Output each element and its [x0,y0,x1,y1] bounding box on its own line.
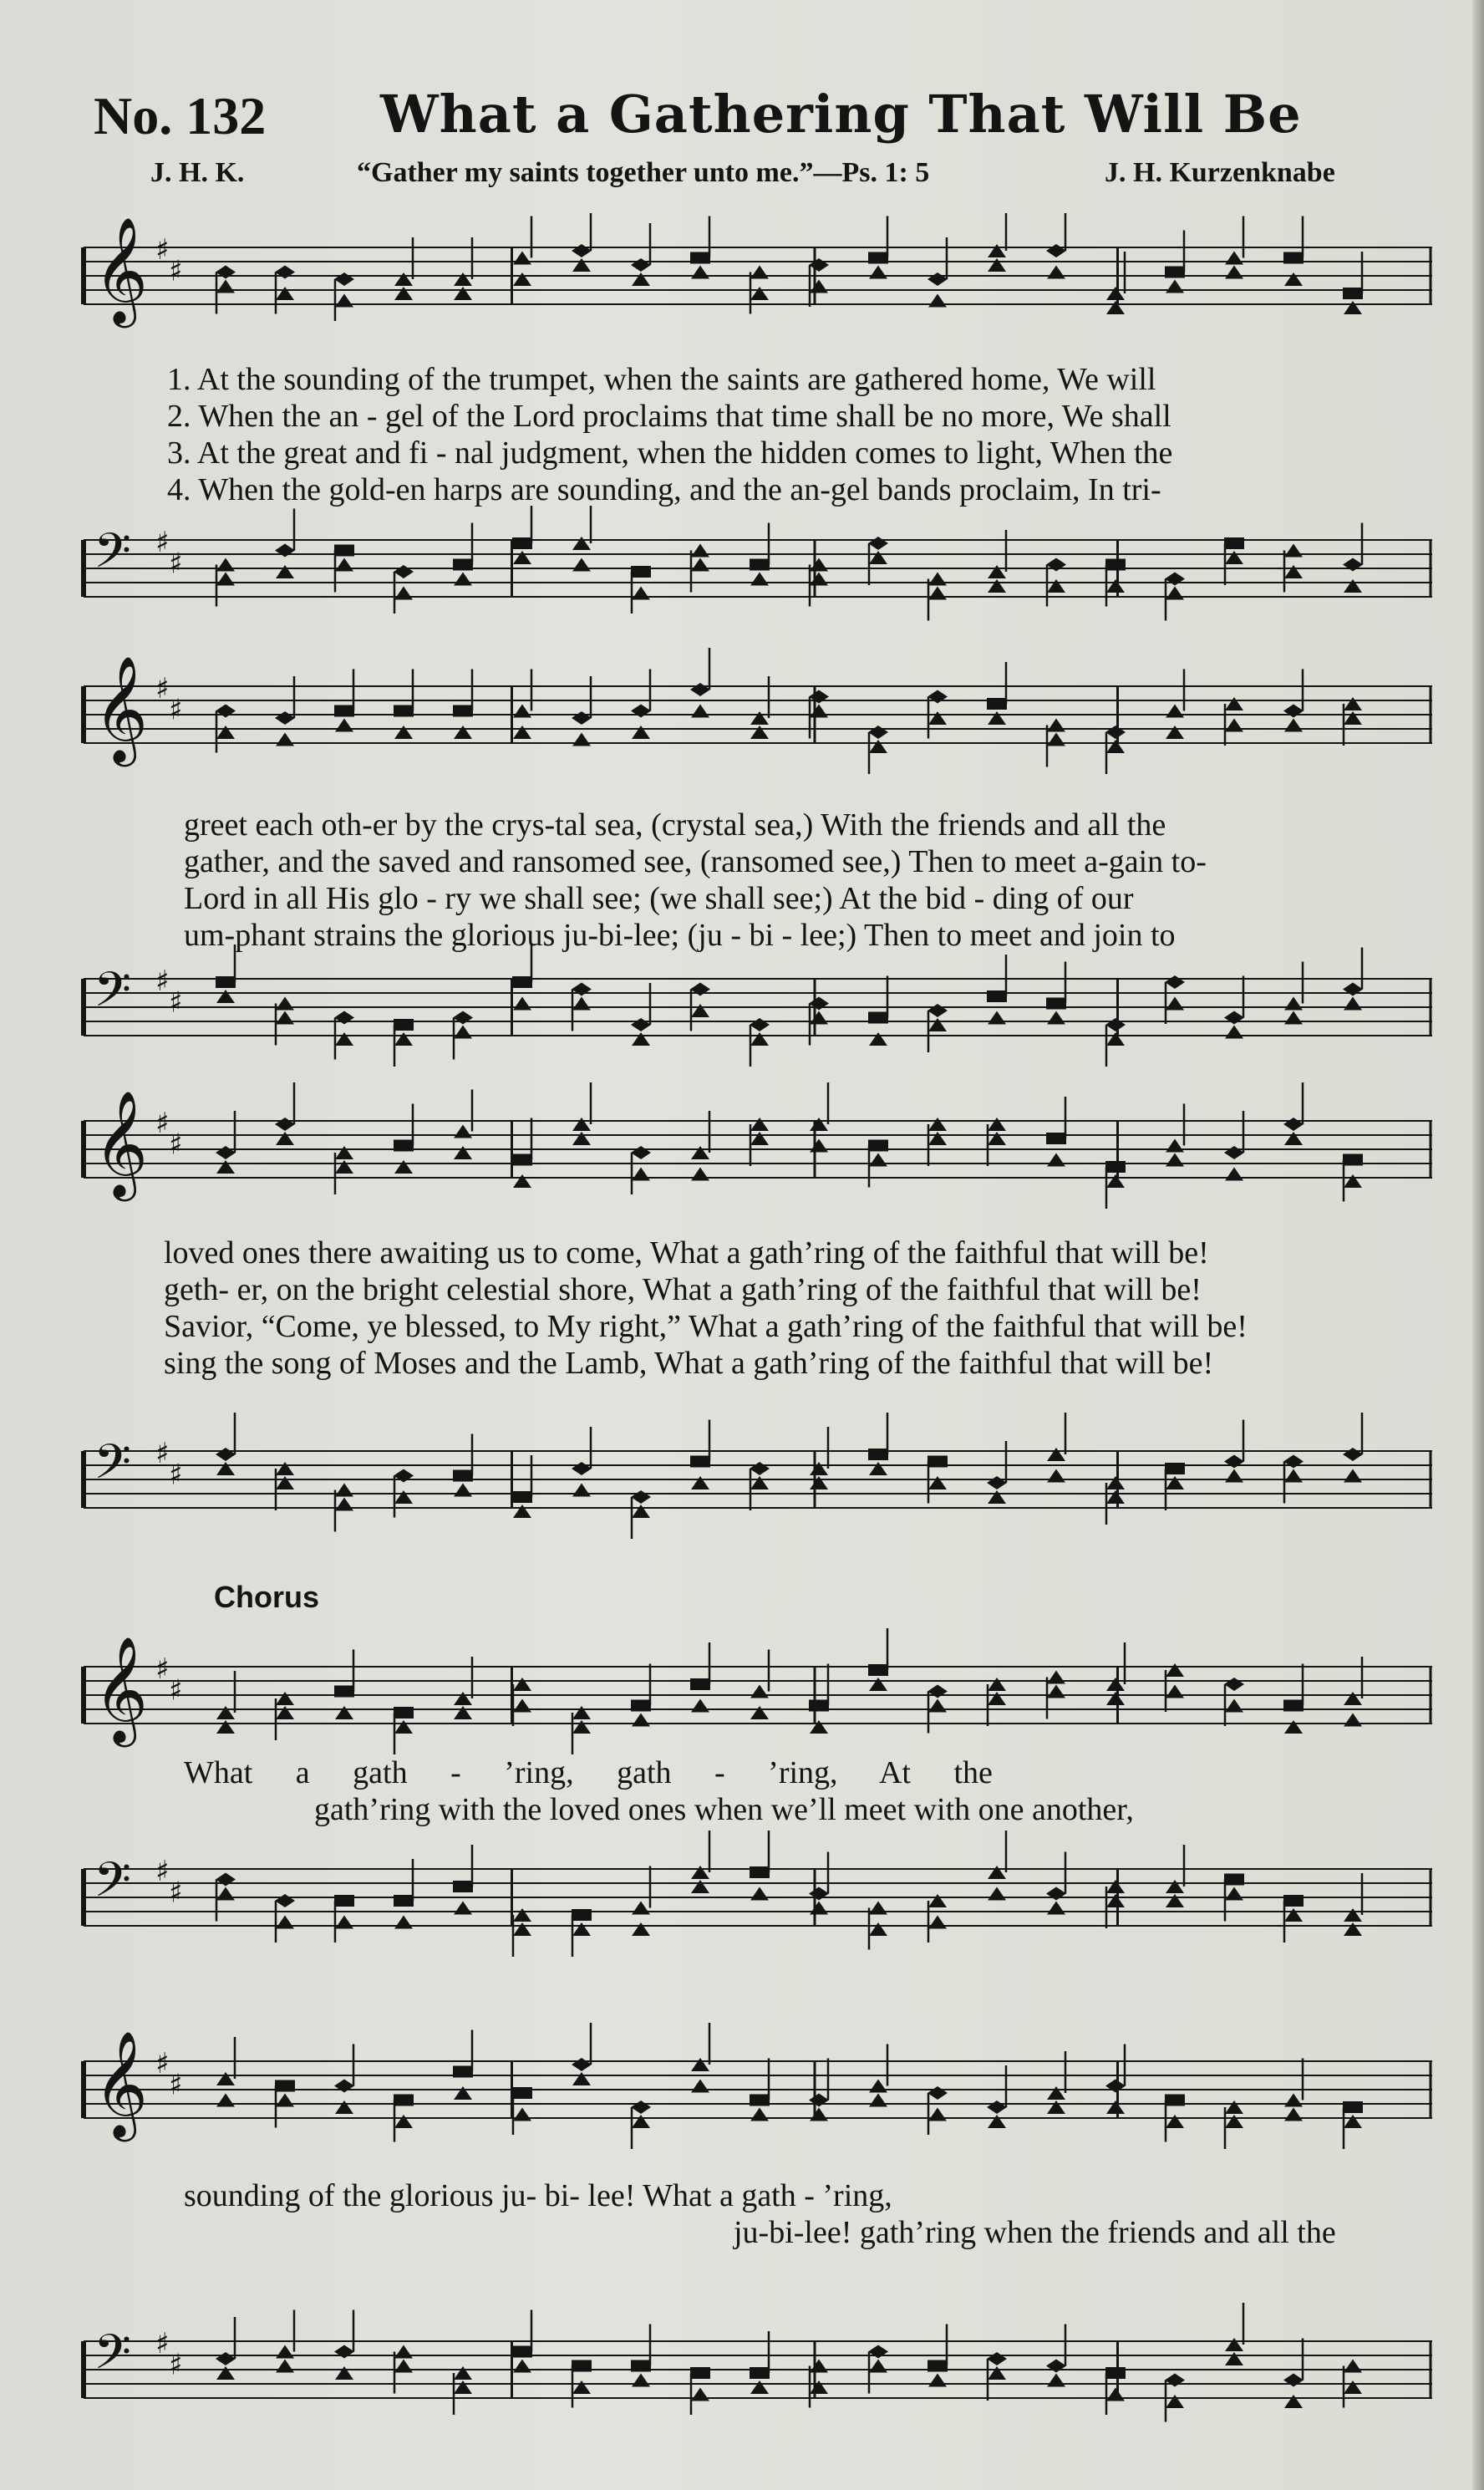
bass-staff-1 [75,506,1446,631]
note-head [1344,697,1362,746]
note-head [868,726,888,774]
note-head [1343,2101,1363,2149]
lyric-line: sounding of the glorious ju- bi- lee! What a gath - ’ring, [184,2178,892,2213]
lyric-line: What a gath - ’ring, gath - ’ring, At the [184,1755,993,1790]
note-head [453,1845,473,1915]
sharp-icon: ♯ [169,254,183,288]
music-system-4 [75,1580,1446,1981]
lyric-line: 4. When the gold-en harps are sounding, and the an-gel bands proclaim, In tri- [167,472,1161,507]
lyric-line: um-phant strains the glorious ju-bi-lee; (ju - bi - lee;) Then to meet and join to [184,918,1176,953]
lyric-line: 1. At the sounding of the trumpet, when the saints are gathered home, We will [167,362,1156,397]
note-head [631,1490,651,1539]
note-head [572,1909,592,1957]
note-head [216,945,236,1003]
treble-staff-5 [75,2006,1446,2173]
bass-staff-3 [75,1413,1446,1546]
sharp-icon: ♯ [155,2047,170,2080]
page-edge [1472,0,1484,2490]
note-head [691,544,709,593]
treble-staff-2 [75,644,1446,786]
note-head [572,506,591,572]
sharp-icon: ♯ [169,1458,183,1492]
sharp-icon: ♯ [155,1855,170,1888]
note-head [1224,1874,1244,1922]
note-head [631,1146,651,1194]
note-head [394,1019,414,1067]
note-head [334,272,354,321]
note-head [928,2086,948,2135]
note-head [1225,697,1243,746]
bass-clef-icon: 𝄢 [94,2324,132,2393]
note-head [275,1894,295,1943]
note-head [335,1484,353,1532]
note-head [276,1692,294,1740]
note-head [750,1831,770,1901]
hymn-title: What a Gathering That Will Be [380,84,1302,145]
treble-clef-icon: 𝄞 [94,654,149,762]
note-head [394,2345,413,2394]
note-head [1046,1097,1066,1167]
sharp-icon: ♯ [155,965,170,998]
note-head [1166,1663,1184,1712]
note-head [988,1118,1006,1166]
hymn-number: No. 132 [94,86,267,145]
note-head [512,945,532,1011]
lyric-line: sing the song of Moses and the Lamb, What a gath’ring of the faithful that will be! [164,1346,1214,1381]
note-head [1105,1018,1126,1067]
note-head [987,2352,1007,2401]
note-head [1047,1413,1065,1483]
sharp-icon: ♯ [169,547,183,581]
sharp-icon: ♯ [169,985,183,1020]
note-head [988,213,1006,272]
scripture-epigraph: “Gather my saints together unto me.”—Ps. 1: 5 [357,157,930,188]
sharp-icon: ♯ [169,693,183,727]
note-head [1105,2367,1126,2415]
note-head [690,2367,710,2415]
note-head [809,258,829,307]
sharp-icon: ♯ [169,1128,183,1162]
note-head [691,2023,709,2093]
note-head [335,1146,353,1194]
note-head [987,955,1007,1025]
note-head [394,1707,414,1754]
bass-clef-icon: 𝄢 [94,1433,132,1503]
bass-staff-2 [75,945,1446,1070]
bass-staff-5 [75,2299,1446,2441]
note-head [275,2080,295,2128]
sharp-icon: ♯ [155,1437,170,1470]
note-head [1105,726,1126,774]
sharp-icon: ♯ [155,1652,170,1686]
note-head [1224,1678,1244,1726]
sharp-icon: ♯ [169,1876,183,1910]
note-head [1224,537,1244,585]
bass-clef-icon: 𝄢 [94,522,132,592]
note-head [1283,1895,1304,1943]
chorus-label: Chorus [214,1580,319,1614]
sharp-icon: ♯ [155,526,170,559]
note-head [512,2087,532,2135]
note-head [928,1004,948,1052]
lyric-line: ju-bi-lee! gath’ring when the friends and all the [734,2215,1336,2250]
treble-staff-3 [75,1078,1446,1220]
note-head [750,1462,770,1510]
treble-clef-icon: 𝄞 [94,1635,149,1743]
note-head [512,506,532,564]
note-head [572,1706,591,1754]
note-head [810,1082,828,1153]
treble-clef-icon: 𝄞 [94,1089,149,1197]
sharp-icon: ♯ [169,1673,183,1708]
note-head [868,1140,888,1188]
sharp-icon: ♯ [155,1107,170,1140]
sharp-icon: ♯ [169,2068,183,2102]
note-head [928,1118,947,1166]
note-head [1165,975,1185,1024]
music-system-3 [75,1078,1446,1563]
note-head [1047,719,1065,767]
lyric-line: 2. When the an - gel of the Lord proclaims that time shall be no more, We shall [167,399,1171,434]
note-head [513,1908,531,1957]
sharp-icon: ♯ [155,233,170,267]
note-head [988,1831,1006,1901]
bass-staff-4 [75,1831,1446,1964]
music-system-5 [75,2006,1446,2474]
note-head [928,1894,947,1943]
sharp-icon: ♯ [155,672,170,705]
note-head [1106,1880,1125,1928]
note-head [1046,213,1066,279]
sharp-icon: ♯ [169,2348,183,2382]
note-head [750,1118,769,1166]
treble-clef-icon: 𝄞 [94,2029,149,2137]
note-head [750,1018,770,1067]
lyric-line: geth- er, on the bright celestial shore, What a gath’ring of the faithful that will be! [164,1272,1202,1307]
note-head [1047,1671,1065,1719]
treble-staff-1 [75,213,1446,339]
lyric-line: Lord in all His glo - ry we shall see; (we shall see;) At the bid - ding of our [184,881,1134,916]
treble-staff-4 [75,1612,1446,1779]
lyric-line: gather, and the saved and ransomed see, (ransomed see,) Then to meet a-gain to- [184,844,1207,879]
note-head [1343,1413,1363,1483]
note-head [1225,2100,1243,2149]
note-head [690,648,710,718]
lyricist-credit: J. H. K. [150,157,245,188]
note-head [1165,1463,1185,1510]
note-head [334,1895,354,1943]
lyric-line: gath’ring with the loved ones when we’ll meet with one another, [314,1792,1134,1827]
lyric-line: loved ones there awaiting us to come, What a gath’ring of the faithful that will be! [164,1235,1209,1270]
note-head [1105,1161,1126,1209]
music-system-2 [75,644,1446,1062]
note-head [1106,1476,1125,1525]
note-head [928,573,947,621]
note-head [572,1427,592,1497]
sharp-icon: ♯ [155,2327,170,2360]
note-head [810,558,828,607]
note-head [631,2100,651,2149]
bass-clef-icon: 𝄢 [94,961,132,1031]
note-head [276,997,294,1046]
note-head [513,1678,531,1726]
note-head [631,566,651,614]
treble-clef-icon: 𝄞 [94,216,149,323]
note-head [868,537,888,585]
bass-clef-icon: 𝄢 [94,1851,132,1921]
composer-credit: J. H. Kurzenknabe [1105,157,1335,188]
note-head [216,2037,235,2107]
note-head [216,558,235,607]
note-head [334,545,354,593]
note-head [394,565,414,614]
note-head [690,1642,710,1713]
lyric-line: greet each oth-er by the crys-tal sea, (crystal sea,) With the friends and all the [184,807,1166,843]
lyric-line: 3. At the great and fi - nal judgment, when the hidden comes to light, When the [167,435,1173,471]
music-system-1 [75,213,1446,623]
note-head [454,2366,472,2415]
note-head [276,1462,294,1510]
note-head [572,213,592,272]
note-head [988,1678,1006,1726]
lyric-line: Savior, “Come, ye blessed, to My right,” What a gath’ring of the faithful that will be! [164,1309,1248,1344]
